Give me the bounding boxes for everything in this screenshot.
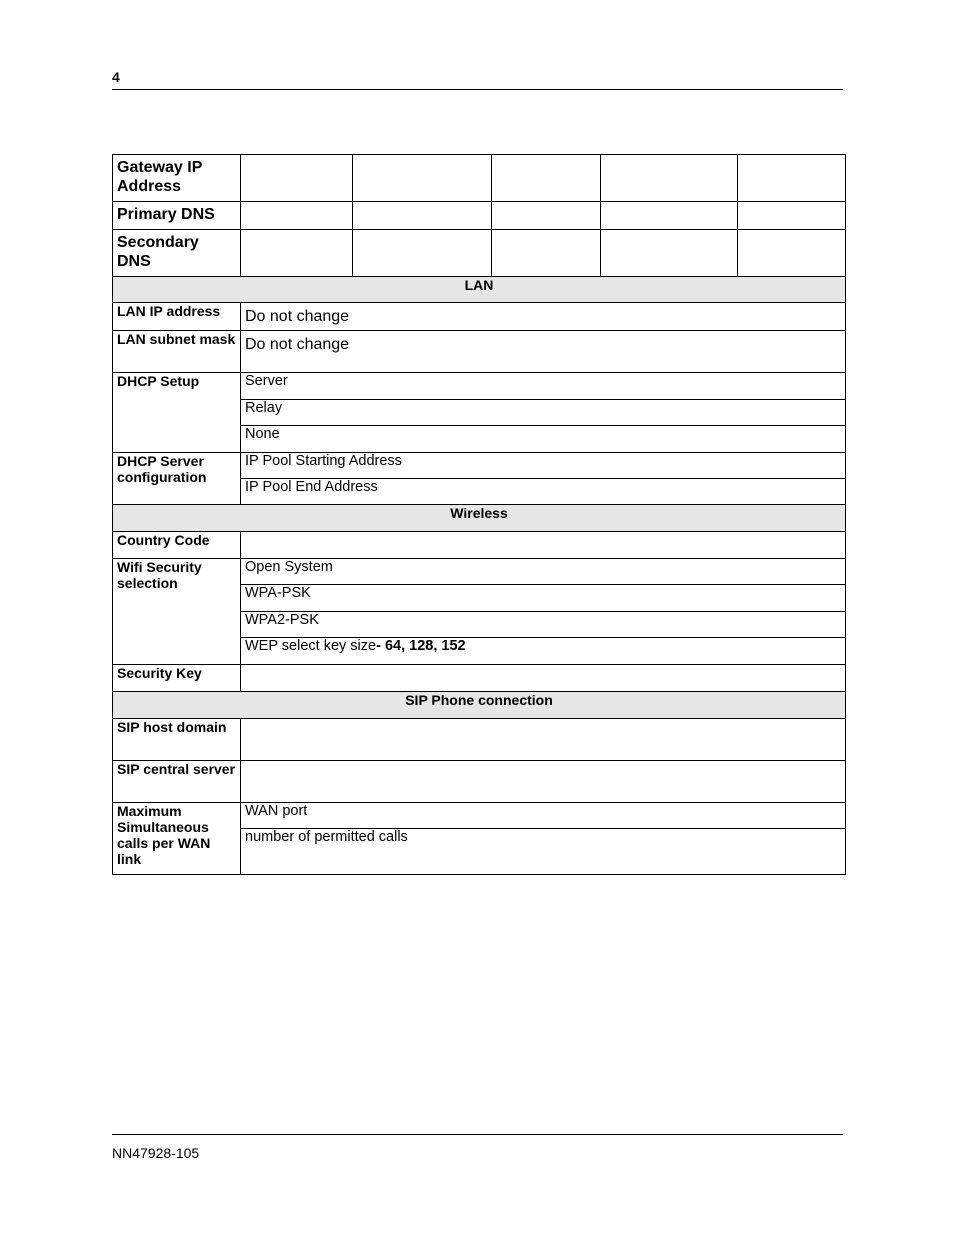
blank-cell[interactable]: [601, 155, 738, 202]
dhcp-setup-label: DHCP Setup: [113, 373, 241, 453]
blank-cell[interactable]: [241, 155, 353, 202]
lan-subnet-label: LAN subnet mask: [113, 331, 241, 373]
security-option-wpa-psk[interactable]: WPA-PSK: [241, 585, 846, 612]
lan-ip-label: LAN IP address: [113, 303, 241, 331]
table-row: [113, 230, 846, 277]
blank-cell[interactable]: [738, 230, 846, 277]
section-heading-lan: LAN: [113, 277, 846, 303]
security-key-label: Security Key: [113, 665, 241, 692]
section-heading-wireless: Wireless: [113, 505, 846, 532]
row-label: Primary DNS: [113, 202, 241, 230]
blank-cell[interactable]: [492, 202, 601, 230]
table-row: [113, 202, 846, 230]
blank-cell[interactable]: [353, 155, 492, 202]
blank-cell[interactable]: [241, 230, 353, 277]
section-heading-sip: SIP Phone connection: [113, 692, 846, 719]
sip-host-label: SIP host domain: [113, 719, 241, 761]
security-option-wpa2-psk[interactable]: WPA2-PSK: [241, 612, 846, 638]
blank-cell[interactable]: [241, 202, 353, 230]
dhcp-server-config-label: DHCP Server configuration: [113, 453, 241, 505]
security-key-value[interactable]: [241, 665, 846, 692]
wifi-security-label: Wifi Security selection: [113, 559, 241, 665]
security-option-open[interactable]: Open System: [241, 559, 846, 585]
lan-subnet-value[interactable]: Do not change: [241, 331, 846, 373]
wep-text: WEP select key size: [245, 638, 377, 654]
blank-cell[interactable]: [738, 202, 846, 230]
ip-pool-start-field[interactable]: IP Pool Starting Address: [241, 453, 846, 479]
document-id: NN47928-105: [112, 1145, 200, 1161]
blank-cell[interactable]: [353, 202, 492, 230]
wep-key-sizes: - 64, 128, 152: [376, 638, 466, 654]
page-number: 4: [112, 69, 120, 85]
header-rule: [112, 89, 843, 90]
country-code-value[interactable]: [241, 532, 846, 559]
permitted-calls-field[interactable]: number of permitted calls: [241, 829, 846, 875]
table-row: [113, 155, 846, 202]
dhcp-option-relay[interactable]: Relay: [241, 400, 846, 426]
security-option-wep[interactable]: [241, 638, 846, 665]
row-label: Secondary DNS: [113, 230, 241, 277]
footer-rule: [112, 1134, 843, 1135]
blank-cell[interactable]: [492, 230, 601, 277]
blank-cell[interactable]: [601, 230, 738, 277]
blank-cell[interactable]: [353, 230, 492, 277]
sip-central-label: SIP central server: [113, 761, 241, 803]
max-calls-label: Maximum Simultaneous calls per WAN link: [113, 803, 241, 875]
row-label: Gateway IP Address: [113, 155, 241, 202]
configuration-worksheet-table: [112, 154, 846, 875]
country-code-label: Country Code: [113, 532, 241, 559]
ip-pool-end-field[interactable]: IP Pool End Address: [241, 479, 846, 505]
wan-port-field[interactable]: WAN port: [241, 803, 846, 829]
lan-ip-value[interactable]: Do not change: [241, 303, 846, 331]
blank-cell[interactable]: [738, 155, 846, 202]
dhcp-option-server[interactable]: Server: [241, 373, 846, 400]
sip-host-value[interactable]: [241, 719, 846, 761]
dhcp-option-none[interactable]: None: [241, 426, 846, 453]
blank-cell[interactable]: [492, 155, 601, 202]
sip-central-value[interactable]: [241, 761, 846, 803]
blank-cell[interactable]: [601, 202, 738, 230]
